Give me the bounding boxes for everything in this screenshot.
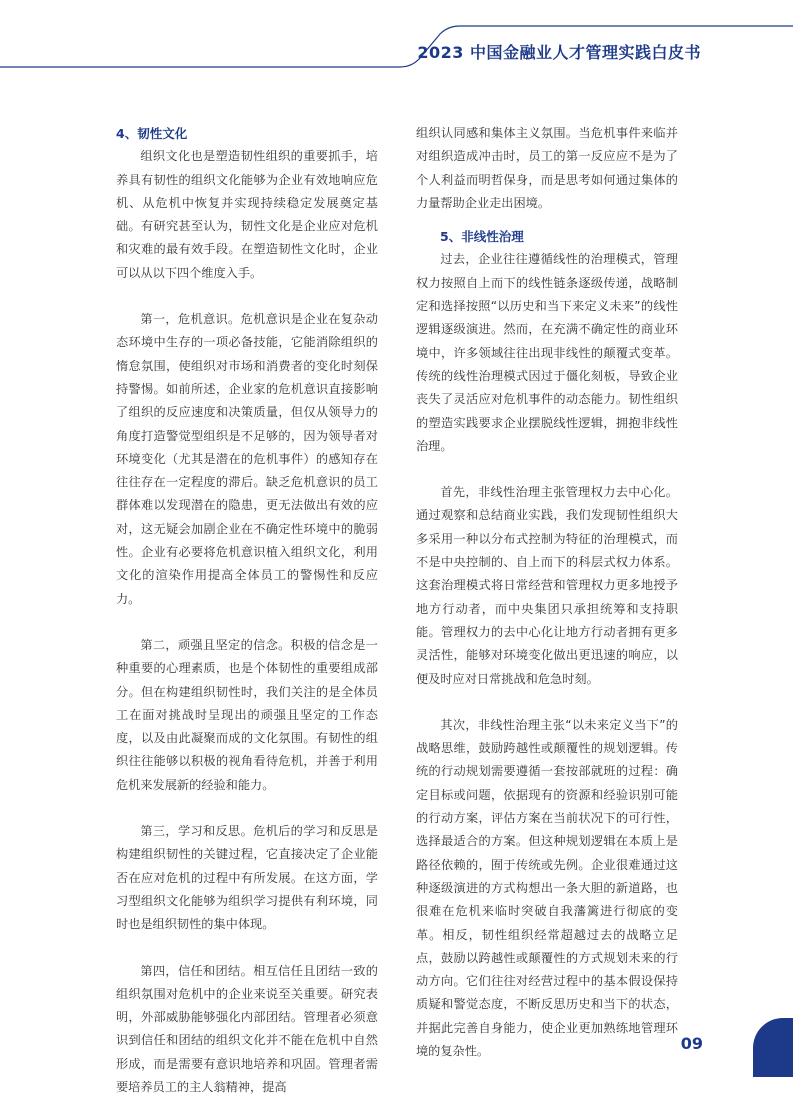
right-column xyxy=(416,122,678,1063)
paragraph: 第二，顽强且坚定的信念。积极的信念是一种重要的心理素质，也是个体韧性的重要组成部分。但在构建组织韧性时，我们关注的是全体员工在面对挑战时呈现出的顽强且坚定的工作态度，以及由此凝聚而成的文化氛围。有韧性的组织往往能够以积极的视角看待危机，并善于利用危机来发展新的经验和能力。 xyxy=(116,634,378,797)
page-number: 09 xyxy=(681,1034,703,1053)
paragraph: 组织文化也是塑造韧性组织的重要抓手，培养具有韧性的组织文化能够为企业有效地响应危机、从危机中恢复并实现持续稳定发展奠定基础。有研究甚至认为，韧性文化是企业应对危机和灾难的最有效手段。在塑造韧性文化时，企业可以从以下四个维度入手。 xyxy=(116,145,378,285)
paragraph: 第三，学习和反思。危机后的学习和反思是构建组织韧性的关键过程，它直接决定了企业能否在应对危机的过程中有所发展。在这方面，学习型组织文化能够为组织学习提供有利环境，同时也是组织韧性的集中体现。 xyxy=(116,820,378,936)
paragraph: 首先，非线性治理主张管理权力去中心化。通过观察和总结商业实践，我们发现韧性组织大多采用一种以分布式控制为特征的治理模式，而不是中央控制的、自上而下的科层式权力体系。这套治理模式将日常经营和管理权力更多地授予地方行动者，而中央集团只承担统筹和支持职能。管理权力的去中心化让地方行动者拥有更多灵活性，能够对环境变化做出更迅速的响应，以便及时应对日常挑战和危急时刻。 xyxy=(416,481,678,691)
section-heading-nonlinear-governance: 5、非线性治理 xyxy=(416,225,678,248)
corner-decoration xyxy=(753,1018,793,1077)
paragraph: 过去，企业往往遵循线性的治理模式，管理权力按照自上而下的线性链条逐级传递，战略制定和选择按照“以历史和当下来定义未来”的线性逻辑逐级演进。然而，在充满不确定性的商业环境中，许多领域往往出现非线性的颠覆式变革。传统的线性治理模式因过于僵化刻板，导致企业丧失了灵活应对危机事件的动态能力。韧性组织的塑造实践要求企业摆脱线性逻辑，拥抱非线性治理。 xyxy=(416,248,678,458)
paragraph: 其次，非线性治理主张“以未来定义当下”的战略思维，鼓励跨越性或颠覆性的规划逻辑。传统的行动规划需要遵循一套按部就班的过程：确定目标或问题，依据现有的资源和经验识别可能的行动方案，评估方案在当前状况下的可行性，选择最适合的方案。但这种规划逻辑在本质上是路径依赖的，囿于传统或先例。企业很难通过这种逐级演进的方式构想出一条大胆的新道路，也很难在危机来临时突破自我藩篱进行彻底的变革。相反，韧性组织经常超越过去的战略立足点，鼓励以跨越性或颠覆性的方式规划未来的行动方向。它们往往对经营过程中的基本假设保持质疑和警觉态度，不断反思历史和当下的状态，并据此完善自身能力，使企业更加熟练地管理环境的复杂性。 xyxy=(416,714,678,1063)
header-decoration xyxy=(0,0,793,75)
paragraph: 第四，信任和团结。相互信任且团结一致的组织氛围对危机中的企业来说至关重要。研究表明，外部威胁能够强化内部团结。管理者必须意识到信任和团结的组织文化并不能在危机中自然形成，而是需要有意识地培养和巩固。管理者需要培养员工的主人翁精神，提高 xyxy=(116,960,378,1099)
paragraph: 第一，危机意识。危机意识是企业在复杂动态环境中生存的一项必备技能，它能消除组织的惰怠氛围，使组织对市场和消费者的变化时刻保持警惕。如前所述，企业家的危机意识直接影响了组织的反应速度和决策质量，但仅从领导力的角度打造警觉型组织是不足够的，因为领导者对环境变化（尤其是潜在的危机事件）的感知存在往往存在一定程度的滞后。缺乏危机意识的员工群体难以发现潜在的隐患，更无法做出有效的应对，这无疑会加剧企业在不确定性环境中的脆弱性。企业有必要将危机意识植入组织文化，利用文化的渲染作用提高全体员工的警惕性和反应力。 xyxy=(116,308,378,611)
header-title: 2023 中国金融业人才管理实践白皮书 xyxy=(417,40,701,63)
paragraph-continuation: 组织认同感和集体主义氛围。当危机事件来临并对组织造成冲击时，员工的第一反应应不是为了个人利益而明哲保身，而是思考如何通过集体的力量帮助企业走出困境。 xyxy=(416,122,678,215)
left-column xyxy=(116,122,378,1099)
section-heading-resilience-culture: 4、韧性文化 xyxy=(116,122,378,145)
